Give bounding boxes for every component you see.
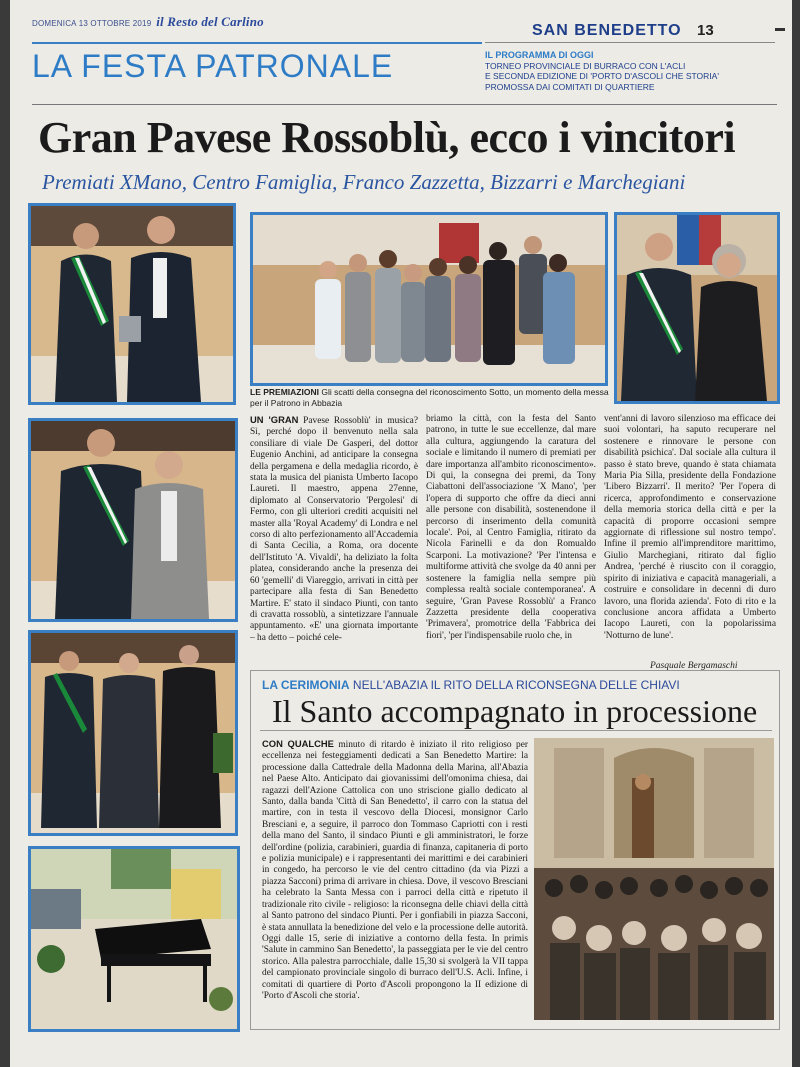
- photo-award-2: [614, 212, 780, 404]
- program-line: TORNEO PROVINCIALE DI BURRACO CON L'ACLI: [485, 60, 686, 71]
- newspaper-page: [10, 0, 792, 1067]
- article2-headline: Il Santo accompagnato in processione: [272, 693, 758, 729]
- article2-rule: [260, 730, 772, 731]
- photo-award-1: [28, 203, 236, 405]
- masthead: [32, 8, 782, 39]
- photo-procession-image: [534, 738, 774, 1020]
- article-lead: UN 'GRAN: [250, 414, 299, 425]
- article-signature: Pasquale Bergamaschi: [650, 661, 738, 671]
- photo-procession: [534, 738, 774, 1020]
- caption-label: LE PREMIAZIONI: [250, 387, 319, 397]
- photo-award-3-image: [31, 421, 235, 619]
- caption-text: Gli scatti della consegna del riconoscimento Sotto, un momento della messa per il Patrono in Abbazia: [250, 387, 609, 408]
- page-number: 13: [697, 22, 714, 39]
- photo-award-4-image: [31, 633, 235, 833]
- masthead-date: DOMENICA 13 OTTOBRE 2019: [32, 19, 152, 28]
- photo-award-2-image: [617, 215, 777, 401]
- section-rule: [32, 42, 482, 44]
- program-title: IL PROGRAMMA DI OGGI: [485, 50, 594, 60]
- masthead-dash: [775, 28, 785, 31]
- kicker-label: LA CERIMONIA: [262, 678, 350, 692]
- program-rule: [485, 42, 775, 43]
- article-headline: Gran Pavese Rossoblù, ecco i vincitori: [38, 113, 736, 162]
- photo-caption: [250, 387, 610, 408]
- photo-award-1-image: [31, 206, 233, 402]
- photo-piano-image: [31, 849, 237, 1029]
- kicker-text: NELL'ABAZIA IL RITO DELLA RICONSEGNA DELLE CHIAVI: [352, 678, 680, 692]
- article-col1-text: Pavese Rossoblù' in musica? Sì, perché dopo il benvenuto nella sala consiliare di viale De Gasperi, del dottor Eugenio Anchini, ad anticipare la consegna della pergamena e della medaglia ricordo, è stata la musica del pianista Umberto Iacopo Laureti. Il maestro, appena 27enne, diplomato al Conservatorio 'Pergolesi' di Fermo, con gli ulteriori crediti acquisiti nel master alla 'Royal Academy' di Londra e nel corso di alto perfezionamento all'Accademia di Santa Cecilia, a Roma, ora docente dell'Istituto 'A. Vivaldi', ha deliziato la folta platea, considerando anche la presenza dei 60 'gemelli' di Viareggio, arrivati in città per partecipare alla festa di San Benedetto Martire. E' stato il sindaco Piunti, con tanto di cravatta rossoblù, a sintetizzare l'annuale appuntamento. «E' una giornata importante – ha detto – poiché cele-: [250, 416, 418, 643]
- article2-body-text: minuto di ritardo è iniziato il rito religioso per eccellenza nei festeggiamenti dedicati a San Benedetto Martire: la processione dalla Cattedrale della Madonna della Marina, all'Abazia nel Paese Alto. Anticipato dai giovanissimi dell'omonima chiesa, dai ragazzi dell'Azione Cattolica con uno striscione giallo dedicato al Santo, dalla banda 'Città di San Benedetto', il carro con la statua del martire, con in testa il vescovo della Diocesi, monsignor Carlo Bresciani e, a seguire, il parroco don Tommaso Capriotti con i resti della mano del Santo, il sindaco Piunti e gli amministratori, le forze dell'ordine (polizia, carabinieri, guardia di finanza, capitaneria di porto e polizia municipale) e i rappresentanti dei marittimi e dei carabinieri in congedo, ha percorso le vie del centro cittadino (da via Pizzi a piazza Sacconi) prima di arrivare in chiesa. Dove, il vescovo Bresciani ha celebrato la Santa Messa con i parroci della città e ripetuto il tradizionale rito civile - religioso: la riconsegna delle chiavi della città al Santo patrono del sindaco Piunti. Per i gonfiabili in piazza Sacconi, è stata annullata la benedizione del velo e la processione delle autorità. Oggi dalle 15, serie di iniziative a contorno della festa. In primis 'Salute in cammino San Benedetto', la passeggiata per le vie del centro storico. Alla palestra parrocchiale, dalle 15,30 si svolgerà la VII tappa del campionato provinciale singolo di burraco dell'U.S. Acli. Infine, i comitati di quartiere di Porto d'Ascoli propongono la II edizione di 'Porto d'Ascoli che storia'.: [262, 740, 528, 1001]
- photo-group-image: [253, 215, 605, 383]
- photo-award-4: [28, 630, 238, 836]
- masthead-paper: il Resto del Carlino: [156, 14, 264, 29]
- article2-body: [262, 738, 528, 1024]
- article2-lead: CON QUALCHE: [262, 738, 334, 749]
- section-name: SAN BENEDETTO: [532, 22, 682, 39]
- photo-group: [250, 212, 608, 386]
- article-col3-text: vent'anni di lavoro silenzioso ma efficace dei suoi volontari, ha saputo recuperare nel sostenere e rinnovare le persone con disabilità psichica'. Dal sociale alla cultura il passo è stato breve, quando è stata chiamata Maria Pia Silla, presidente della Fondazione 'Libero Bizzarri'. Il merito? 'Per l'opera di ricerca, approfondimento e conservazione della memoria storica della città e per la capacità di proporre occasioni sempre aggiornate di riflessione sul nostro tempo'. Infine il premio all'imprenditore marittimo, Giulio Marchegiani, ritirato dal figlio Andrea, 'perché è riuscito con il coraggio, spirito di iniziativa e capacità manageriali, a costruire e consolidare in decenni di duro lavoro, una florida azienda'. Foto di rito e la conclusione ancora affidata a Umberto Iacopo Laureti, con la popolarissima 'Notturno de lune'.: [604, 414, 776, 641]
- article-column-3: [604, 414, 776, 659]
- program-line: E SECONDA EDIZIONE DI 'PORTO D'ASCOLI CHE STORIA': [485, 71, 719, 81]
- section-title: LA FESTA PATRONALE: [32, 48, 394, 84]
- article-subhead: Premiati XMano, Centro Famiglia, Franco Zazzetta, Bizzarri e Marchegiani: [42, 170, 686, 194]
- photo-award-3: [28, 418, 238, 622]
- article-column-1: [250, 414, 418, 666]
- article-col2-text: briamo la città, con la festa del Santo patrono, in tutte le sue eccellenze, dal mare alla cultura, aggiungendo la caratura del sociale e limitando il numero di premiati per dare importanza all'ambito riconoscimento». Di qui, la consegna dei premi, da Tony Ciabattoni dell'associazione 'X Mano', 'per l'opera di supporto che offre da dieci anni alle persone con disabilità, sostenendone il percorso di inserimento della comunità locale'. Poi, al Centro Famiglia, ritirato da Nicola Farinelli e da don Romualdo Scarponi. La motivazione? 'Per l'intensa e multiforme attività che svolge da 40 anni per sostenere la famiglia nella sempre più complessa realtà sociale contemporanea'. A seguire, 'Gran Pavese Rossoblù' a Franco Zazzetta presidente della cooperativa 'Primavera', promotrice della 'Fabbrica dei fiori', 'per l'indispensabile ruolo che, in: [426, 414, 596, 641]
- article-column-2: [426, 414, 596, 666]
- program-line: PROMOSSA DAI COMITATI DI QUARTIERE: [485, 81, 655, 92]
- article2-kicker: [262, 678, 680, 692]
- program-box: [485, 50, 775, 92]
- masthead-date-paper: [32, 14, 264, 30]
- header-divider: [32, 104, 777, 105]
- photo-piano: [28, 846, 240, 1032]
